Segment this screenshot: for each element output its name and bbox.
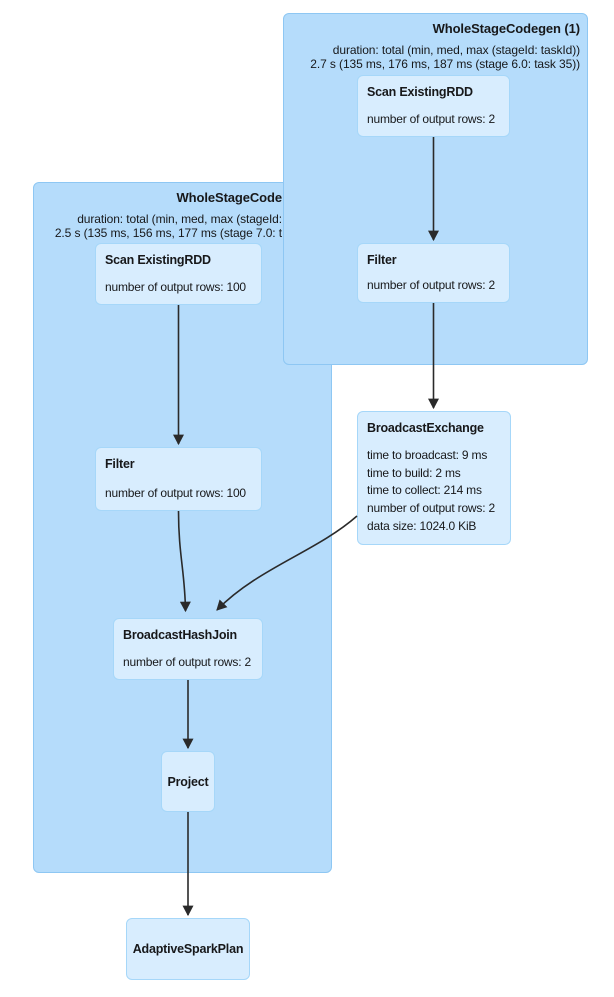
- cluster-duration-line: duration: total (min, med, max (stageId: taskId)): [332, 43, 580, 57]
- node-metric: number of output rows: 2: [367, 278, 495, 292]
- node-metric: time to collect: 214 ms: [367, 483, 482, 498]
- node-metric-list: [367, 447, 502, 536]
- node-title: Scan ExistingRDD: [105, 253, 211, 267]
- node-filter-2[interactable]: [95, 447, 262, 511]
- node-metric: time to broadcast: 9 ms: [367, 448, 488, 462]
- node-project[interactable]: [161, 751, 215, 812]
- node-title: AdaptiveSparkPlan: [132, 942, 244, 956]
- node-metric: number of output rows: 100: [105, 486, 246, 500]
- node-metric: number of output rows: 2: [123, 655, 251, 669]
- node-filter-1[interactable]: [357, 243, 510, 303]
- node-metric: number of output rows: 2: [367, 501, 495, 516]
- cluster-duration-line: 2.7 s (135 ms, 176 ms, 187 ms (stage 6.0: task 35)): [310, 56, 580, 71]
- cluster-title: WholeStageCode: [176, 190, 282, 205]
- node-metric: time to build: 2 ms: [367, 465, 461, 480]
- node-broadcast-exchange[interactable]: [357, 411, 511, 545]
- node-metric: number of output rows: 100: [105, 280, 246, 294]
- node-metric: data size: 1024.0 KiB: [367, 518, 477, 533]
- node-title: BroadcastExchange: [367, 421, 484, 435]
- node-broadcast-hash-join[interactable]: [113, 618, 263, 680]
- cluster-header: [284, 14, 587, 71]
- cluster-title: WholeStageCodegen (1): [432, 21, 580, 36]
- node-title: BroadcastHashJoin: [123, 628, 237, 642]
- node-adaptive-spark-plan[interactable]: [126, 918, 250, 980]
- cluster-duration-line: 2.5 s (135 ms, 156 ms, 177 ms (stage 7.0: t: [54, 225, 282, 240]
- node-scan-existingrdd-1[interactable]: [357, 75, 510, 137]
- cluster-duration-line: duration: total (min, med, max (stageId:: [77, 212, 282, 226]
- node-title: Scan ExistingRDD: [367, 85, 473, 99]
- node-scan-existingrdd-2[interactable]: [95, 243, 262, 305]
- node-title: Filter: [367, 253, 397, 267]
- node-title: Filter: [105, 457, 135, 471]
- node-title: Project: [167, 774, 209, 789]
- cluster-wholestagecodegen-1: [283, 13, 588, 365]
- node-metric: number of output rows: 2: [367, 112, 495, 126]
